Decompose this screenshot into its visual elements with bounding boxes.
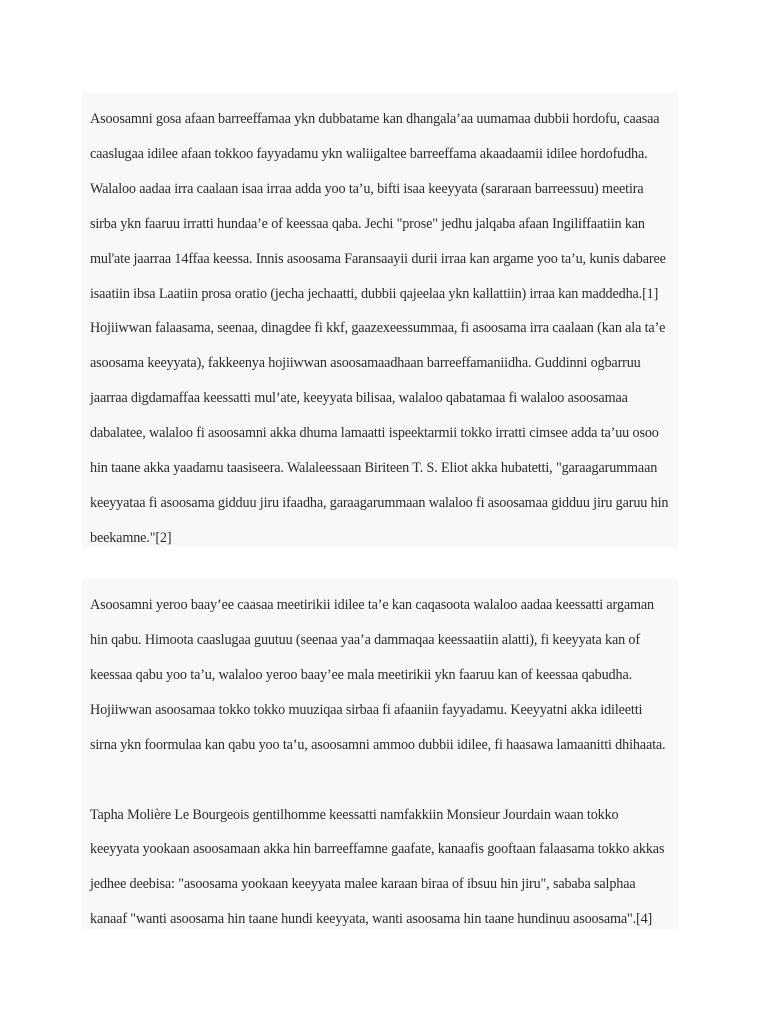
text-block-1 (82, 93, 678, 547)
text-block-2 (82, 579, 678, 929)
paragraph-1: Asoosamni gosa afaan barreeffamaa ykn dubbatame kan dhangala’aa uumamaa dubbii hordofu, caasaa caaslugaa idilee afaan tokkoo fayyadamu ykn waliigaltee barreeffama akaadaamii idilee hordofudha. Walaloo aadaa irra caalaan isaa irraa adda yoo ta’u, bifti isaa keeyyata (sararaan barreessuu) meetira sirba ykn faaruu irratti hundaa’e of keessaa qaba. Jechi "prose" jedhu jalqaba afaan Ingiliffaatiin kan mul'ate jaarraa 14ffaa keessa. Innis asoosama Faransaayii durii irraa kan argame yoo ta’u, kunis dabaree isaatiin ibsa Laatiin prosa oratio (jecha jechaatti, dubbii qajeelaa ykn kallattiin) irraa kan maddedha.[1] Hojiiwwan falaasama, seenaa, dinagdee fi kkf, gaazexeessummaa, fi asoosama irra caalaan (kan ala ta’e asoosama keeyyata), fakkeenya hojiiwwan asoosamaadhaan barreeffamaniidha. Guddinni ogbarruu jaarraa digdamaffaa keessatti mul’ate, keeyyata bilisaa, walaloo qabatamaa fi walaloo asoosamaa dabalatee, walaloo fi asoosamni akka dhuma lamaatti ispeektarmii tokko irratti cimsee adda ta’uu osoo hin taane akka yaadamu taasiseera. Walaleessaan Biriteen T. S. Eliot akka hubatetti, "garaagarummaan keeyyataa fi asoosama gidduu jiru ifaadha, garaagarummaan walaloo fi asoosamaa gidduu jiru garuu hin beekamne."[2] (90, 111, 669, 546)
paragraph-2: Asoosamni yeroo baay’ee caasaa meetirikii idilee ta’e kan caqasoota walaloo aadaa keessatti argaman hin qabu. Himoota caaslugaa guutuu (seenaa yaa’a dammaqaa keessaatiin alatti), fi keeyyata kan of keessaa qabu yoo ta’u, walaloo yeroo baay’ee mala meetirikii ykn faaruu kan of keessaa qabudha. Hojiiwwan asoosamaa tokko tokko muuziqaa sirbaa fi afaaniin fayyadamu. Keeyyatni akka idileetti sirna ykn foormulaa kan qabu yoo ta’u, asoosamni ammoo dubbii idilee, fi haasawa lamaanitti dhihaata. (90, 597, 666, 753)
paragraph-spacer (90, 763, 670, 798)
paragraph-3: Tapha Molière Le Bourgeois gentilhomme keessatti namfakkiin Monsieur Jourdain waan tokko keeyyata yookaan asoosamaan akka hin barreeffamne gaafate, kanaafis gooftaan falaasama tokko akkas jedhee deebisa: "asoosama yookaan keeyyata malee karaan biraa of ibsuu hin jiru", sababa salphaa kanaaf "wanti asoosama hin taane hundi keeyyata, wanti asoosama hin taane hundinuu asoosama".[4] (90, 806, 665, 928)
